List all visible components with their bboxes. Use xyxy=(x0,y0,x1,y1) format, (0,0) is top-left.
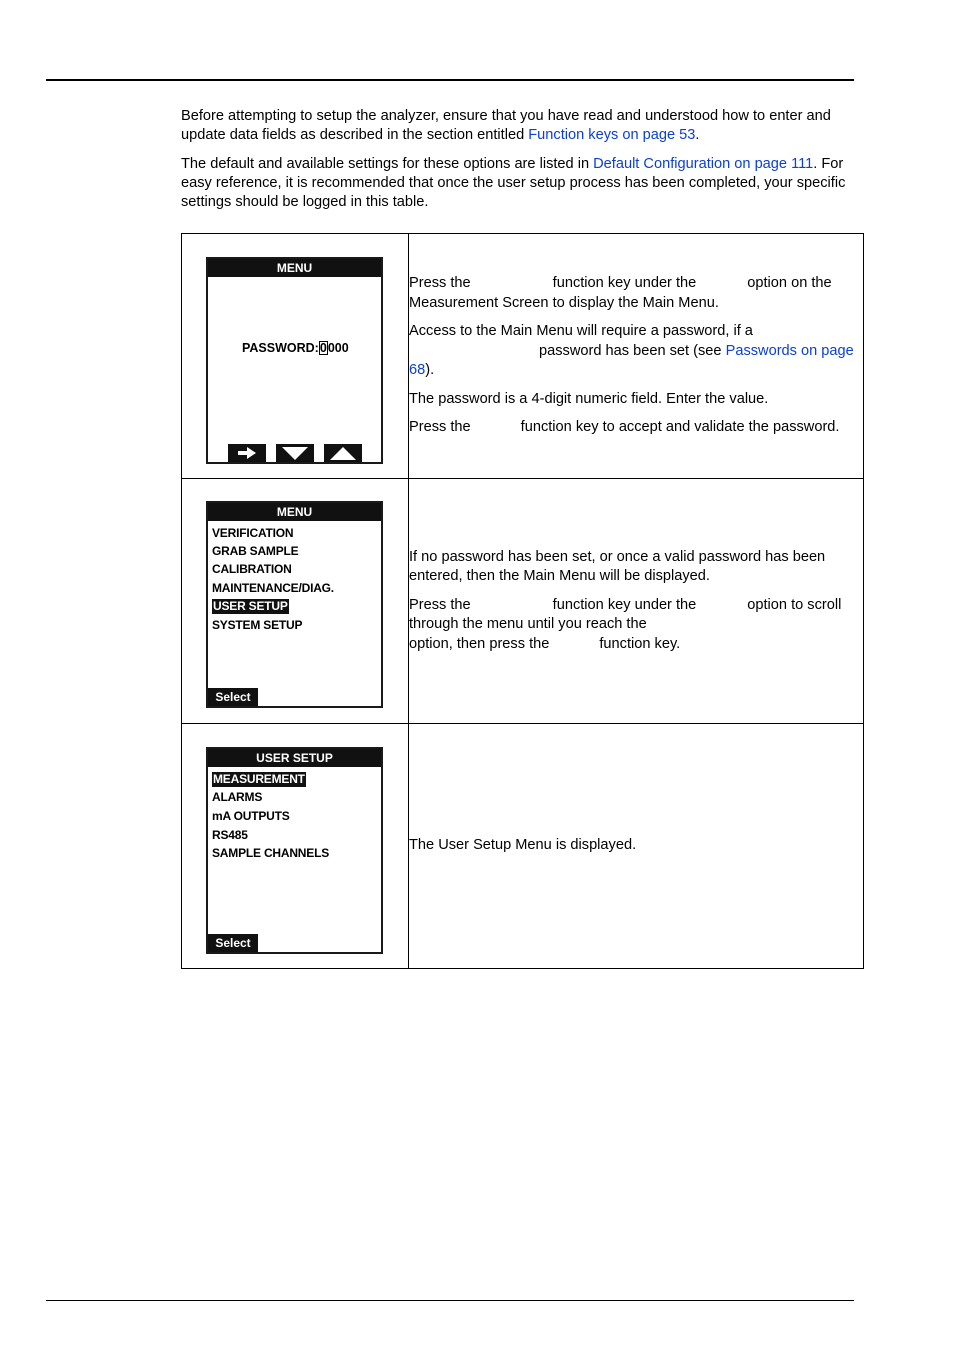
menu-item-verification[interactable]: VERIFICATION xyxy=(212,526,294,540)
function-keys-link[interactable]: Function keys on page 53 xyxy=(528,127,696,143)
password-field xyxy=(242,341,349,355)
screen-cell xyxy=(182,234,409,479)
intro-text: . xyxy=(695,127,700,143)
intro-paragraph-2 xyxy=(181,155,851,212)
instruction-fragment: password has been set (see xyxy=(539,342,726,359)
menu-item-calibration[interactable]: CALIBRATION xyxy=(212,562,292,576)
instruction-fragment: function key. xyxy=(599,635,681,652)
instruction-cell xyxy=(409,234,864,479)
setup-steps-table xyxy=(181,233,864,969)
screen-cell xyxy=(182,724,409,969)
instruction-fragment: function key under the xyxy=(552,596,697,613)
instruction-fragment: option, then press the xyxy=(409,635,550,652)
instruction-text xyxy=(409,322,863,381)
user-setup-screen xyxy=(206,747,383,954)
password-label: PASSWORD: xyxy=(242,341,319,355)
menu-item-user-setup[interactable]: USER SETUP xyxy=(213,599,288,613)
password-cursor: 0 xyxy=(319,341,327,355)
instruction-text xyxy=(409,596,863,655)
instruction-fragment: option to scroll through the menu until you reach the xyxy=(409,596,842,633)
passwords-link[interactable]: Passwords on page 68 xyxy=(409,342,854,379)
screen-title: USER SETUP xyxy=(208,749,381,767)
screen-title: MENU xyxy=(208,503,381,521)
menu-item-grab-sample[interactable]: GRAB SAMPLE xyxy=(212,544,299,558)
right-arrow-icon xyxy=(228,444,266,462)
down-arrow-icon xyxy=(276,444,314,462)
instruction-text: The password is a 4-digit numeric field. Enter the value. xyxy=(409,390,769,407)
instruction-fragment: function key under the xyxy=(552,275,697,292)
menu-item-measurement[interactable]: MEASUREMENT xyxy=(213,772,305,786)
instruction-fragment: option on the Measurement Screen to display the Main Menu. xyxy=(409,275,832,311)
main-menu-screen xyxy=(206,501,383,708)
default-configuration-link[interactable]: Default Configuration on page 111 xyxy=(593,156,814,172)
instruction-fragment: Press the xyxy=(409,596,471,613)
up-arrow-key[interactable] xyxy=(324,444,362,462)
instruction-text xyxy=(409,274,863,313)
instruction-text: The User Setup Menu is displayed. xyxy=(409,837,637,854)
intro-text: The default and available settings for these options are listed in xyxy=(181,156,594,172)
instruction-fragment: Press the xyxy=(409,419,471,436)
password-digits: 000 xyxy=(327,341,349,355)
menu-item-system-setup[interactable]: SYSTEM SETUP xyxy=(212,618,303,632)
instruction-fragment: Press the xyxy=(409,275,471,292)
instruction-cell xyxy=(409,724,864,969)
intro-text: Before attempting to setup the analyzer, ensure that you have read and understood how to enter and update data fields as described in the section entitled xyxy=(181,108,831,143)
down-arrow-key[interactable] xyxy=(276,444,314,462)
menu-item-rs485[interactable]: RS485 xyxy=(212,828,248,842)
menu-item-alarms[interactable]: ALARMS xyxy=(212,790,263,804)
instruction-fragment: ). xyxy=(425,362,435,379)
table-row xyxy=(182,724,864,969)
screen-title: MENU xyxy=(208,259,381,277)
footer-rule xyxy=(46,1300,854,1301)
up-arrow-icon xyxy=(324,444,362,462)
screen-cell xyxy=(182,479,409,724)
instruction-fragment: function key to accept and validate the password. xyxy=(520,419,840,436)
instruction-text xyxy=(409,418,863,438)
instruction-fragment: Access to the Main Menu will require a password, if a xyxy=(409,323,753,340)
intro-paragraph-1 xyxy=(181,107,851,145)
header-rule xyxy=(46,79,854,81)
table-row xyxy=(182,234,864,479)
menu-item-ma-outputs[interactable]: mA OUTPUTS xyxy=(212,809,290,823)
select-softkey[interactable]: Select xyxy=(208,934,258,952)
table-row xyxy=(182,479,864,724)
select-softkey[interactable]: Select xyxy=(208,688,258,706)
instruction-text: If no password has been set, or once a valid password has been entered, then the Main Menu will be displayed. xyxy=(409,548,826,585)
instruction-cell xyxy=(409,479,864,724)
softkey-bar xyxy=(228,444,362,462)
password-screen xyxy=(206,257,383,464)
menu-item-maintenance-diag[interactable]: MAINTENANCE/DIAG. xyxy=(212,581,334,595)
intro-text: . For easy reference, it is recommended that once the user setup process has been completed, your specific settings should be logged in this table. xyxy=(181,156,846,210)
menu-item-sample-channels[interactable]: SAMPLE CHANNELS xyxy=(212,846,330,860)
right-arrow-key[interactable] xyxy=(228,444,266,462)
